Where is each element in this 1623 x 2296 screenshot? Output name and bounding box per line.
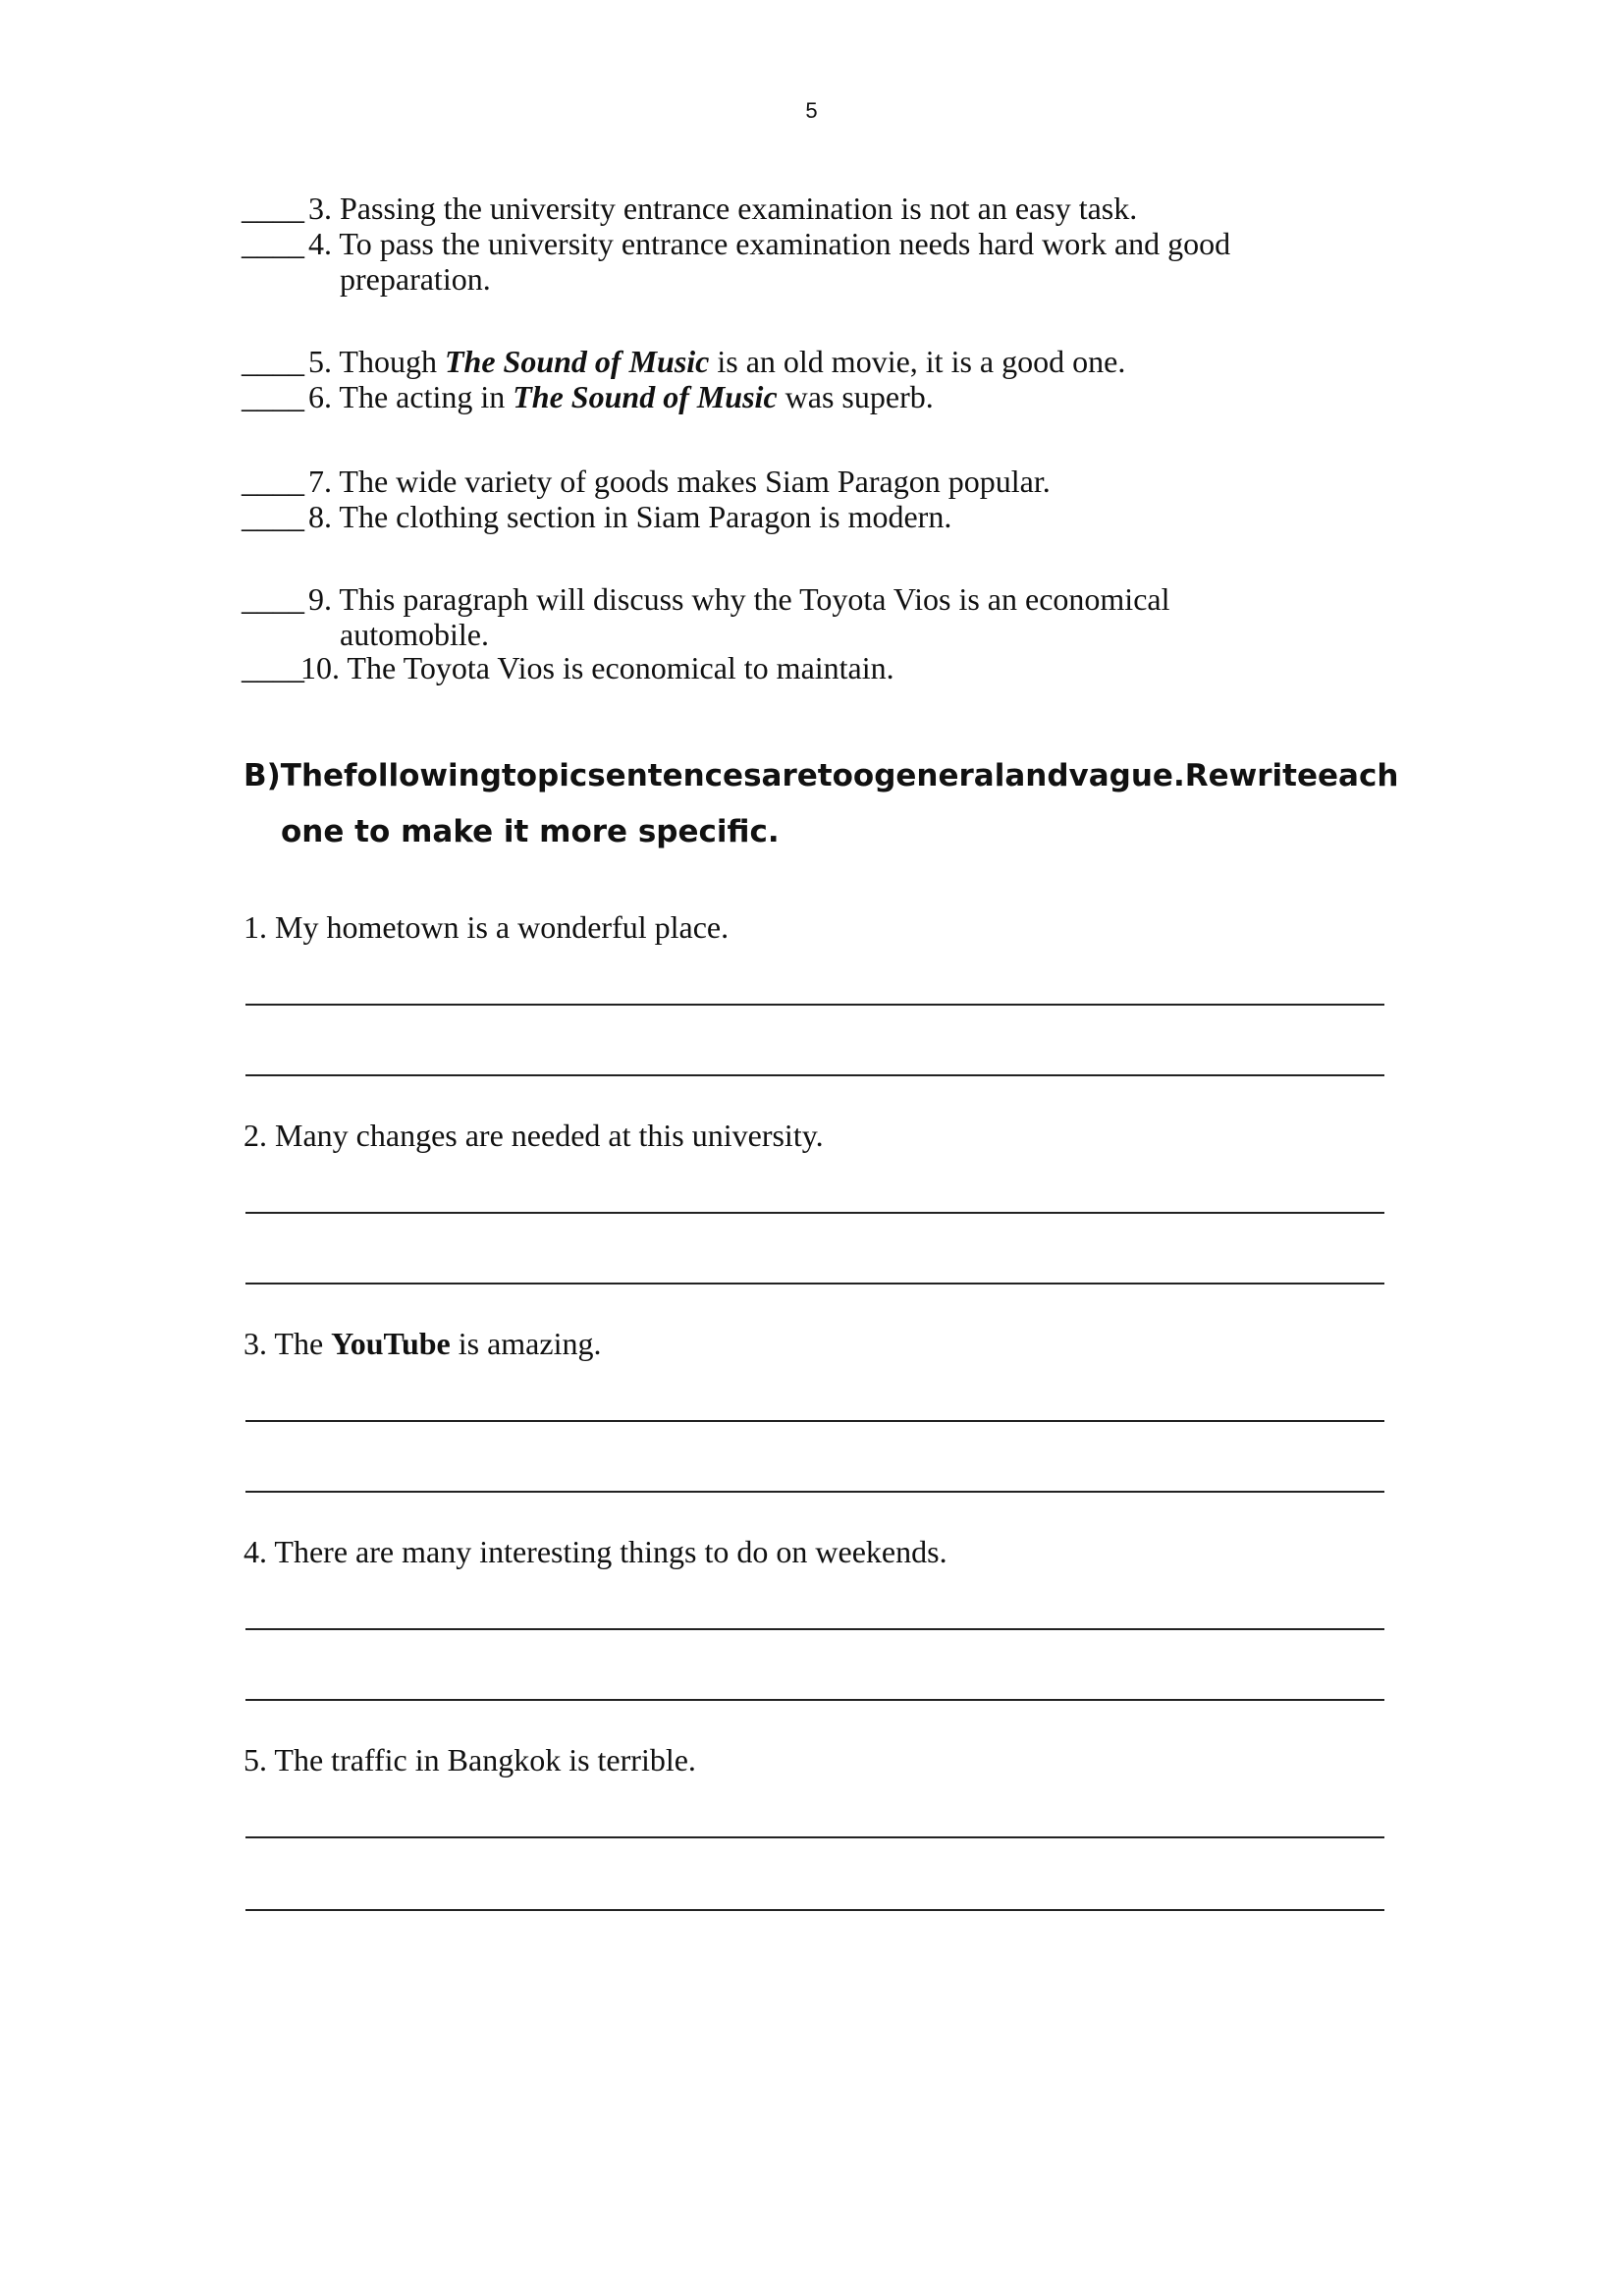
answer-line[interactable] (245, 1004, 1384, 1006)
answer-line[interactable] (245, 1836, 1384, 1838)
topic-sentence-1 (243, 909, 729, 945)
answer-blank[interactable]: ____ (242, 379, 304, 414)
topic-sentence-2 (243, 1118, 824, 1153)
item-text: Passing the university entrance examination is not an easy task. (340, 191, 1138, 226)
exercise-item-4 (242, 226, 1230, 297)
answer-blank[interactable]: ____ (242, 499, 304, 534)
item-number: 5. (308, 344, 332, 379)
answer-line[interactable] (245, 1909, 1384, 1911)
item-text-after: was superb. (784, 379, 934, 414)
item-number: 7. (308, 464, 332, 499)
item-text: The acting in (339, 379, 506, 414)
topic-sentence-3 (243, 1326, 601, 1361)
answer-line[interactable] (245, 1491, 1384, 1493)
answer-blank[interactable]: ____ (242, 581, 304, 617)
prompt-text: 1. My hometown is a wonderful place. (243, 909, 730, 945)
prompt-text: 2. Many changes are needed at this university. (243, 1118, 824, 1153)
topic-sentence-4 (243, 1534, 947, 1569)
item-number: 6. (308, 379, 332, 414)
item-text-after: is an old movie, it is a good one. (717, 344, 1126, 379)
page-number: 5 (805, 98, 818, 123)
heading-word: topic (501, 758, 588, 793)
heading-word: sentences (587, 758, 762, 793)
item-text: The wide variety of goods makes Siam Paragon popular. (339, 464, 1051, 499)
answer-blank[interactable]: ____ (242, 191, 304, 226)
topic-sentence-5 (243, 1742, 696, 1777)
heading-word: The (280, 758, 345, 793)
section-b-heading (243, 748, 1399, 860)
item-number: 4. (308, 226, 332, 261)
movie-title: The Sound of Music (513, 379, 778, 414)
answer-blank[interactable]: ____ (242, 226, 304, 261)
heading-line-2: one to make it more specific. (281, 814, 780, 849)
item-text: Though (339, 344, 437, 379)
item-number: 3. (308, 191, 332, 226)
answer-line[interactable] (245, 1699, 1384, 1701)
item-text: The Toyota Vios is economical to maintain. (347, 650, 894, 685)
prompt-text-after: is amazing. (458, 1326, 602, 1361)
answer-line[interactable] (245, 1074, 1384, 1076)
heading-line-1 (243, 748, 1399, 804)
exercise-item-7 (242, 464, 1051, 499)
answer-line[interactable] (245, 1420, 1384, 1422)
answer-blank[interactable]: ____ (242, 344, 304, 379)
heading-word: Rewrite (1184, 758, 1319, 793)
prompt-text: 4. There are many interesting things to do on weekends. (243, 1534, 947, 1569)
heading-word: general (874, 758, 1005, 793)
item-text-continuation: automobile. (340, 617, 489, 652)
exercise-item-8 (242, 499, 951, 534)
answer-blank[interactable]: ____ (242, 464, 304, 499)
item-text: The clothing section in Siam Paragon is modern. (339, 499, 952, 534)
item-text-continuation: preparation. (340, 261, 491, 297)
exercise-item-10 (242, 650, 894, 685)
heading-word: each (1318, 758, 1399, 793)
youtube-bold-text: YouTube (331, 1326, 451, 1361)
heading-word: are (761, 758, 818, 793)
answer-line[interactable] (245, 1212, 1384, 1214)
answer-line[interactable] (245, 1283, 1384, 1285)
item-number: 10. (300, 650, 340, 685)
heading-word: vague. (1068, 758, 1185, 793)
item-text: This paragraph will discuss why the Toyota Vios is an economical (339, 581, 1170, 617)
prompt-text: 3. The (243, 1326, 324, 1361)
exercise-item-3 (242, 191, 1137, 226)
exercise-item-9 (242, 581, 1169, 652)
item-text: To pass the university entrance examination needs hard work and good (339, 226, 1231, 261)
heading-word: too (817, 758, 875, 793)
item-number: 8. (308, 499, 332, 534)
heading-word: and (1004, 758, 1069, 793)
answer-blank[interactable]: ____ (242, 650, 304, 685)
exercise-item-6 (242, 379, 934, 414)
exercise-item-5 (242, 344, 1125, 379)
heading-word: B) (243, 758, 281, 793)
heading-word: following (344, 758, 502, 793)
item-number: 9. (308, 581, 332, 617)
movie-title: The Sound of Music (444, 344, 710, 379)
answer-line[interactable] (245, 1628, 1384, 1630)
prompt-text: 5. The traffic in Bangkok is terrible. (243, 1742, 696, 1777)
